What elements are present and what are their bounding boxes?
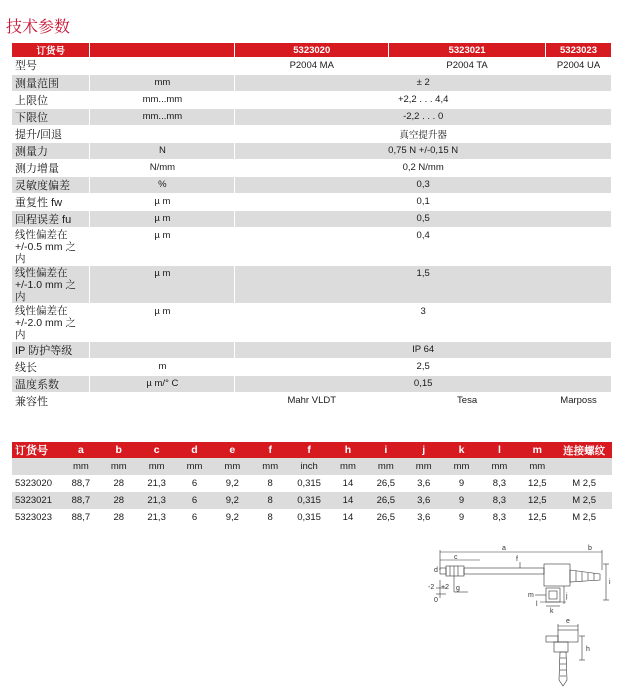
row-unit: µ m <box>90 265 235 303</box>
dim-cell: 14 <box>329 509 367 526</box>
row-label: 测量力 <box>12 142 90 159</box>
model-2: P2004 TA <box>389 57 546 74</box>
header-unit <box>90 43 235 57</box>
dims-header-cell: a <box>62 442 100 458</box>
row-label: 线长 <box>12 358 90 375</box>
unit-cell: mm <box>176 458 214 475</box>
dims-header-cell: j <box>405 442 443 458</box>
dim-cell: 0,315 <box>289 492 329 509</box>
dim-cell: 8,3 <box>480 509 518 526</box>
dims-row <box>12 475 612 492</box>
dim-cell: 14 <box>329 475 367 492</box>
dims-header-cell: b <box>100 442 138 458</box>
row-value: 0,3 <box>235 176 612 193</box>
spec-row <box>12 375 612 392</box>
spec-row <box>12 159 612 176</box>
unit-cell: mm <box>100 458 138 475</box>
dims-units-row <box>12 458 612 475</box>
row-label: 线性偏差在 +/-0.5 mm 之内 <box>12 227 90 265</box>
order-no-cell: 5323023 <box>12 509 62 526</box>
dim-cell: 21,3 <box>138 475 176 492</box>
dim-label-l: l <box>536 601 538 608</box>
dim-cell: 26,5 <box>367 509 405 526</box>
unit-cell: inch <box>289 458 329 475</box>
unit-cell: mm <box>480 458 518 475</box>
unit-cell: mm <box>251 458 289 475</box>
row-label: 型号 <box>12 57 90 74</box>
dim-cell: 9 <box>443 475 481 492</box>
spec-row <box>12 125 612 142</box>
dims-header-cell: f <box>289 442 329 458</box>
row-value: 真空提升器 <box>235 125 612 142</box>
row-value: 0,2 N/mm <box>235 159 612 176</box>
compat-2: Tesa <box>389 392 546 409</box>
row-label: 线性偏差在 +/-2.0 mm 之内 <box>12 303 90 341</box>
order-no-cell: 5323021 <box>12 492 62 509</box>
row-label: 兼容性 <box>12 392 90 409</box>
row-value: 0,75 N +/-0,15 N <box>235 142 612 159</box>
spec-row <box>12 142 612 159</box>
dim-cell: 12,5 <box>518 475 556 492</box>
spec-row-model <box>12 57 612 74</box>
row-unit: mm...mm <box>90 108 235 125</box>
row-unit: mm...mm <box>90 91 235 108</box>
dim-cell: 88,7 <box>62 509 100 526</box>
dim-label-i: i <box>609 579 611 586</box>
unit-cell: mm <box>443 458 481 475</box>
row-value: 0,1 <box>235 193 612 210</box>
header-5323023: 5323023 <box>546 43 612 57</box>
spec-row <box>12 108 612 125</box>
row-label: 回程误差 fu <box>12 210 90 227</box>
order-no-cell: 5323020 <box>12 475 62 492</box>
dims-row <box>12 509 612 526</box>
row-unit: % <box>90 176 235 193</box>
spec-row <box>12 341 612 358</box>
dim-label-plus2: +2 <box>441 584 449 591</box>
row-label: 测量范围 <box>12 74 90 91</box>
unit-cell: mm <box>213 458 251 475</box>
dims-header-cell: c <box>138 442 176 458</box>
row-unit: µ m/° C <box>90 375 235 392</box>
row-value: 0,4 <box>235 227 612 265</box>
dims-header-cell: m <box>518 442 556 458</box>
dimension-table <box>12 442 612 526</box>
thread-cell: M 2,5 <box>556 492 612 509</box>
unit-cell: mm <box>62 458 100 475</box>
dim-cell: 6 <box>176 509 214 526</box>
row-value: +2,2 . . . 4,4 <box>235 91 612 108</box>
compat-1: Mahr VLDT <box>235 392 389 409</box>
spec-row <box>12 176 612 193</box>
dim-cell: 3,6 <box>405 492 443 509</box>
spec-row <box>12 227 612 265</box>
dim-cell: 21,3 <box>138 492 176 509</box>
spec-row <box>12 265 612 303</box>
dims-header-cell: 连接螺纹 <box>556 442 612 458</box>
row-unit: N/mm <box>90 159 235 176</box>
row-value: 0,5 <box>235 210 612 227</box>
dim-cell: 8 <box>251 509 289 526</box>
row-unit <box>90 392 235 409</box>
spec-row <box>12 193 612 210</box>
row-value: IP 64 <box>235 341 612 358</box>
dim-cell: 88,7 <box>62 492 100 509</box>
spec-row <box>12 358 612 375</box>
dim-label-zero: 0 <box>434 597 438 604</box>
dim-cell: 8,3 <box>480 475 518 492</box>
row-unit <box>90 125 235 142</box>
page-title: 技术参数 <box>6 19 71 36</box>
model-3: P2004 UA <box>546 57 612 74</box>
dims-header-cell: 订货号 <box>12 442 62 458</box>
model-1: P2004 MA <box>235 57 389 74</box>
dim-label-f: f <box>516 556 518 563</box>
row-value: -2,2 . . . 0 <box>235 108 612 125</box>
row-label: 重复性 fw <box>12 193 90 210</box>
dim-cell: 21,3 <box>138 509 176 526</box>
dim-label-g: g <box>456 585 460 592</box>
dim-cell: 9 <box>443 509 481 526</box>
spec-table <box>12 43 612 410</box>
dim-cell: 28 <box>100 492 138 509</box>
dims-header-cell: h <box>329 442 367 458</box>
unit-cell: mm <box>138 458 176 475</box>
dim-cell: 28 <box>100 509 138 526</box>
dims-header-cell: f <box>251 442 289 458</box>
dim-label-d: d <box>434 567 438 574</box>
row-label: 上限位 <box>12 91 90 108</box>
unit-cell <box>12 458 62 475</box>
spec-row <box>12 210 612 227</box>
dim-cell: 8 <box>251 492 289 509</box>
dim-cell: 3,6 <box>405 509 443 526</box>
dim-label-k: k <box>550 608 554 615</box>
row-label: 温度系数 <box>12 375 90 392</box>
row-label: IP 防护等级 <box>12 341 90 358</box>
unit-cell: mm <box>518 458 556 475</box>
unit-cell: mm <box>367 458 405 475</box>
dims-header-cell: e <box>213 442 251 458</box>
row-value: 3 <box>235 303 612 341</box>
dim-cell: 9,2 <box>213 475 251 492</box>
spec-row <box>12 91 612 108</box>
dim-cell: 8 <box>251 475 289 492</box>
unit-cell: mm <box>405 458 443 475</box>
dim-cell: 14 <box>329 492 367 509</box>
dims-header-row <box>12 442 612 458</box>
row-unit: N <box>90 142 235 159</box>
row-unit: µ m <box>90 303 235 341</box>
dim-cell: 6 <box>176 492 214 509</box>
row-value: ± 2 <box>235 74 612 91</box>
row-value: 0,15 <box>235 375 612 392</box>
spec-header-row <box>12 43 612 57</box>
dim-cell: 8,3 <box>480 492 518 509</box>
dim-cell: 9,2 <box>213 492 251 509</box>
row-label: 提升/回退 <box>12 125 90 142</box>
dim-cell: 9 <box>443 492 481 509</box>
row-value: 1,5 <box>235 265 612 303</box>
row-label: 线性偏差在 +/-1.0 mm 之内 <box>12 265 90 303</box>
dim-label-e: e <box>566 618 570 625</box>
thread-cell: M 2,5 <box>556 509 612 526</box>
dim-label-j: j <box>566 593 568 600</box>
dim-cell: 28 <box>100 475 138 492</box>
thread-cell: M 2,5 <box>556 475 612 492</box>
row-value: 2,5 <box>235 358 612 375</box>
dim-cell: 9,2 <box>213 509 251 526</box>
header-5323021: 5323021 <box>389 43 546 57</box>
row-unit <box>90 341 235 358</box>
compat-3: Marposs <box>546 392 612 409</box>
dim-label-minus2: -2 <box>428 584 435 591</box>
dim-label-b: b <box>588 545 592 552</box>
dim-cell: 12,5 <box>518 492 556 509</box>
unit-cell <box>556 458 612 475</box>
header-order-no: 订货号 <box>12 43 90 57</box>
row-unit: µ m <box>90 193 235 210</box>
spec-row-compat <box>12 392 612 409</box>
dim-cell: 26,5 <box>367 492 405 509</box>
row-unit: µ m <box>90 210 235 227</box>
dim-cell: 12,5 <box>518 509 556 526</box>
row-unit <box>90 57 235 74</box>
dims-header-cell: l <box>480 442 518 458</box>
dim-cell: 6 <box>176 475 214 492</box>
row-unit: m <box>90 358 235 375</box>
spec-row <box>12 303 612 341</box>
row-label: 灵敏度偏差 <box>12 176 90 193</box>
dim-cell: 0,315 <box>289 475 329 492</box>
dim-label-h: h <box>586 646 590 653</box>
probe-dimension-drawing <box>420 540 620 690</box>
row-unit: µ m <box>90 227 235 265</box>
dims-header-cell: i <box>367 442 405 458</box>
row-label: 测力增量 <box>12 159 90 176</box>
dim-cell: 0,315 <box>289 509 329 526</box>
dims-header-cell: d <box>176 442 214 458</box>
dim-label-a: a <box>502 545 506 552</box>
spec-row <box>12 74 612 91</box>
dim-cell: 26,5 <box>367 475 405 492</box>
unit-cell: mm <box>329 458 367 475</box>
dim-label-c: c <box>454 554 458 561</box>
dims-header-cell: k <box>443 442 481 458</box>
row-unit: mm <box>90 74 235 91</box>
dim-label-m: m <box>528 592 534 599</box>
header-5323020: 5323020 <box>235 43 389 57</box>
dim-cell: 88,7 <box>62 475 100 492</box>
row-label: 下限位 <box>12 108 90 125</box>
dim-cell: 3,6 <box>405 475 443 492</box>
dims-row <box>12 492 612 509</box>
